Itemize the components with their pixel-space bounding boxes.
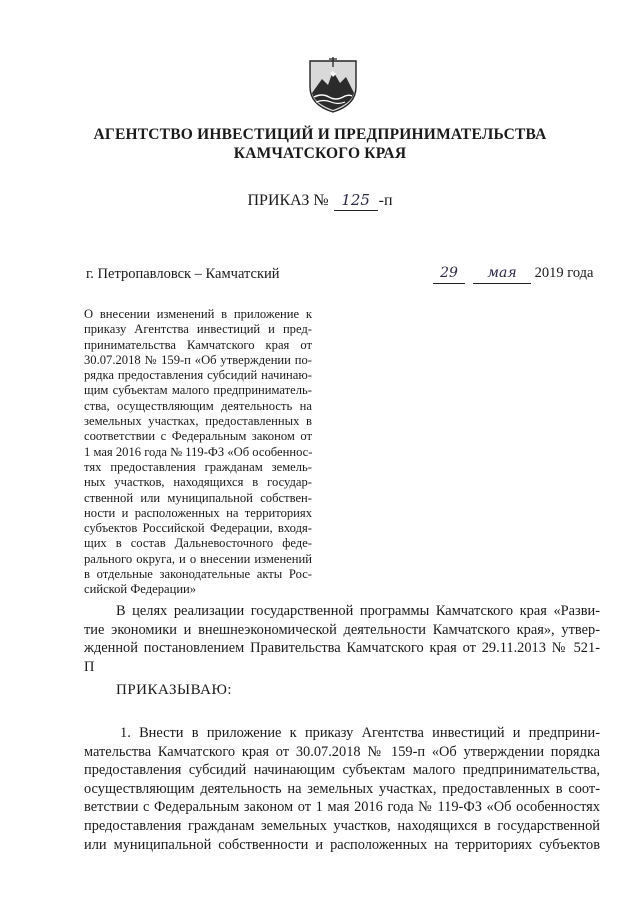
- date-year: 2019 года: [534, 265, 594, 281]
- subject-line: ности и расположенных на территориях: [84, 505, 312, 520]
- order-subject: [84, 307, 312, 598]
- subject-line: субъектов Российской Федерации, входя-: [84, 521, 312, 536]
- item-1-line: или муниципальной собственности и расположенных на территориях субъектов: [84, 836, 600, 853]
- subject-line: рального округа, и о внесении изменений: [84, 551, 312, 566]
- agency-name-line-2: КАМЧАТСКОГО КРАЯ: [233, 145, 407, 162]
- order-suffix: -п: [378, 192, 393, 209]
- agency-name-line-1: АГЕНТСТВО ИНВЕСТИЦИЙ И ПРЕДПРИНИМАТЕЛЬСТВА: [93, 126, 547, 143]
- subject-line: ства, осуществляющим деятельность на: [84, 398, 312, 413]
- subject-line: приказу Агентства инвестиций и пред-: [84, 322, 312, 337]
- preamble-paragraph: [84, 602, 600, 676]
- subject-line: соответствии с Федеральным законом от: [84, 429, 312, 444]
- subject-line: 30.07.2018 № 159-п «Об утверждении по-: [84, 352, 312, 367]
- subject-line: ных участков, находящихся в государ-: [84, 475, 312, 490]
- date-day-handwritten: 29: [433, 263, 465, 284]
- subject-line: щим субъектам малого предприниматель-: [84, 383, 312, 398]
- preamble-line: В целях реализации государственной программы Камчатского края «Разви-: [116, 603, 600, 619]
- subject-line: ственной или муниципальной собствен-: [84, 490, 312, 505]
- order-number-handwritten: 125: [334, 190, 378, 211]
- kamchatka-coat-of-arms-icon: [302, 53, 364, 115]
- item-1-line: предоставления субсидий начинающим субъектам малого предпринимательства,: [84, 762, 600, 779]
- item-1-paragraph: [84, 724, 600, 854]
- date-month-handwritten: мая: [473, 263, 531, 284]
- order-title: [0, 190, 640, 211]
- subject-line: в отдельные законодательные акты Рос-: [84, 567, 312, 582]
- item-1-line: мательства Камчатского края от 30.07.2018 № 159-п «Об утверждении порядка: [84, 743, 600, 760]
- subject-line: О внесении изменений в приложение к: [84, 307, 312, 321]
- subject-line: сийской Федерации»: [84, 582, 197, 597]
- subject-line: тях предоставления гражданам земель-: [84, 459, 312, 474]
- item-1-line: предоставления гражданам земельных участков, находящихся в государственной: [84, 817, 600, 834]
- order-prefix: ПРИКАЗ №: [247, 192, 329, 209]
- place-of-issue: г. Петропавловск – Камчатский: [86, 266, 280, 282]
- preamble-line: П: [84, 658, 95, 675]
- order-date: [433, 263, 593, 284]
- subject-line: 1 мая 2016 года № 119-ФЗ «Об особеннос-: [84, 444, 313, 459]
- subject-line: рядка предоставления субсидий начинаю-: [84, 368, 312, 383]
- item-1-line: ветствии с Федеральным законом от 1 мая 2016 года № 119-ФЗ «Об особенностях: [84, 799, 600, 816]
- subject-line: щих в состав Дальневосточного феде-: [84, 536, 312, 551]
- agency-name: [40, 125, 600, 163]
- item-1-line: осуществляющим деятельность на земельных участках, предоставленных в соот-: [84, 780, 600, 797]
- directive-heading: ПРИКАЗЫВАЮ:: [116, 682, 233, 698]
- preamble-line: тие экономики и внешнеэкономической деятельности Камчатского края», утвер-: [84, 621, 600, 638]
- item-1-line: 1. Внести в приложение к приказу Агентства инвестиций и предприни-: [120, 725, 600, 741]
- subject-line: принимательства Камчатского края от: [84, 337, 312, 352]
- subject-line: земельных участках, предоставленных в: [84, 414, 312, 429]
- preamble-line: жденной постановлением Правительства Камчатского края от 29.11.2013 № 521-: [84, 640, 600, 657]
